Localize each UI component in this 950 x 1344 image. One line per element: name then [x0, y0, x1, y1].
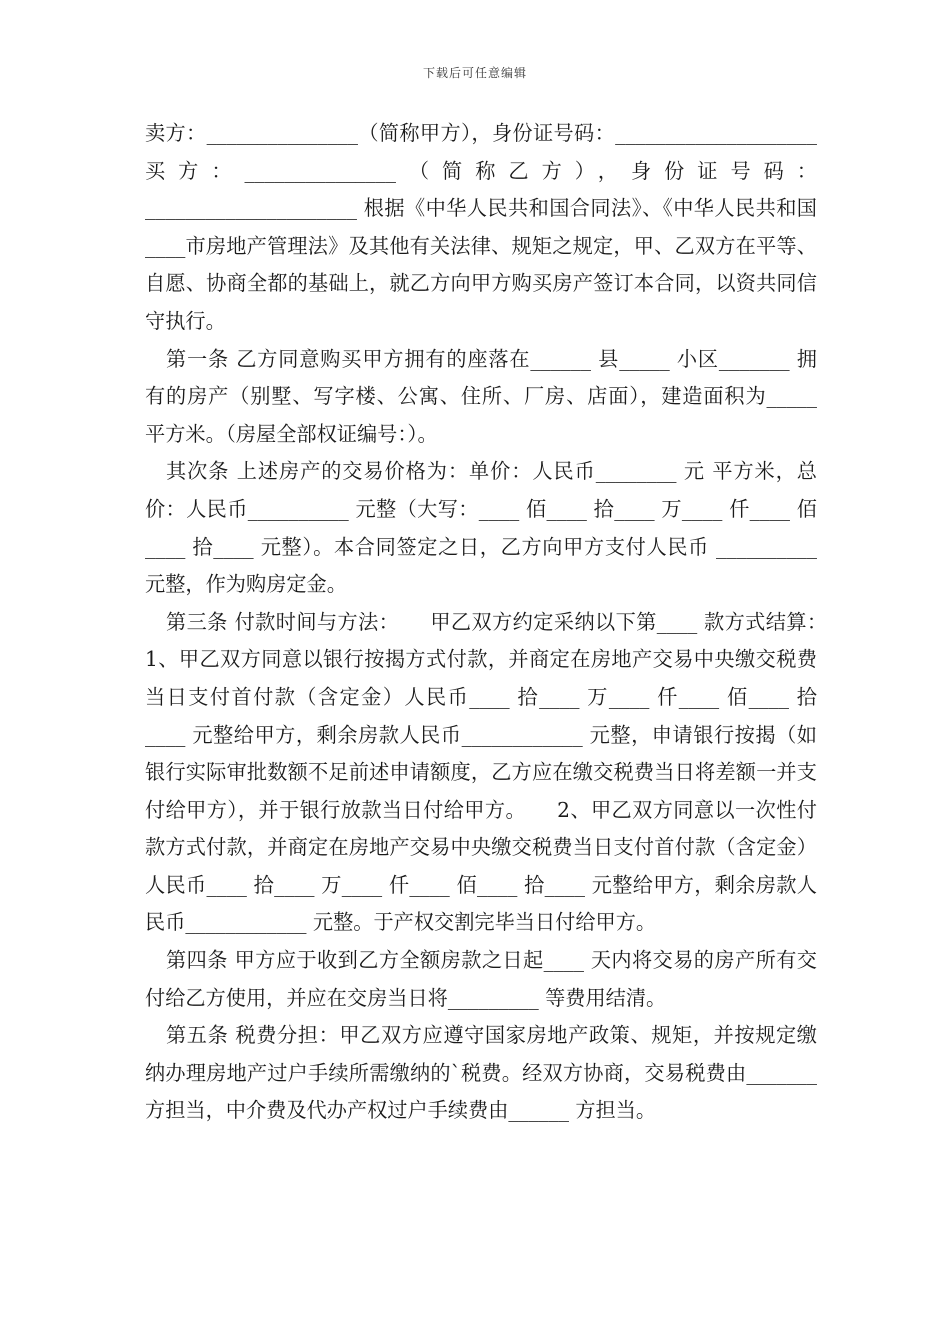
contract-preamble: 卖方：_______________（简称甲方），身份证号码：____________________ 买方：_______________（简称乙方），身份证号码：_____________________ 根据《中华人民共和国合同法》、《中华人民共和国____市房地产管理法》及其他有关法律、规矩之规定，甲、乙双方在平等、自愿、协商全都的基础上，就乙方向甲方购买房产签订本合同，以资共同信守执行。: [145, 121, 817, 333]
article-2: 其次条 上述房产的交易价格为：单价：人民币________ 元 平方米，总价：人民币__________ 元整（大写：____ 佰____ 拾____ 万____ 仟____ 佰____ 拾____ 元整）。本合同签定之日，乙方向甲方支付人民币 __________ 元整，作为购房定金。: [145, 459, 817, 597]
article-5: 第五条 税费分担：甲乙双方应遵守国家房地产政策、规矩，并按规定缴纳办理房地产过户手续所需缴纳的`税费。经双方协商，交易税费由_______ 方担当，中介费及代办产权过户手续费由______ 方担当。: [145, 1023, 817, 1123]
download-note: 下载后可任意编辑: [422, 66, 527, 80]
article-3: 第三条 付款时间与方法： 甲乙双方约定采纳以下第____ 款方式结算： 1、甲乙双方同意以银行按揭方式付款，并商定在房地产交易中央缴交税费当日支付首付款（含定金）人民币____ 拾____ 万____ 仟____ 佰____ 拾____ 元整给甲方，剩余房款人民币____________ 元整，申请银行按揭（如银行实际审批数额不足前述申请额度，乙方应在缴交税费当日将差额一并支付给甲方），并于银行放款当日付给甲方。 2、甲乙双方同意以一次性付款方式付款，并商定在房地产交易中央缴交税费当日支付首付款（含定金）人民币____ 拾____ 万____ 仟____ 佰____ 拾____ 元整给甲方，剩余房款人民币____________ 元整。于产权交割完毕当日付给甲方。: [145, 609, 858, 935]
contract-body: [145, 115, 858, 1130]
article-4: 第四条 甲方应于收到乙方全额房款之日起____ 天内将交易的房产所有交付给乙方使用，并应在交房当日将_________ 等费用结清。: [145, 948, 817, 1010]
article-1: 第一条 乙方同意购买甲方拥有的座落在______ 县_____ 小区_______ 拥有的房产（别墅、写字楼、公寓、住所、厂房、店面），建造面积为_____ 平方米。（房屋全部权证编号：）。: [145, 346, 817, 446]
